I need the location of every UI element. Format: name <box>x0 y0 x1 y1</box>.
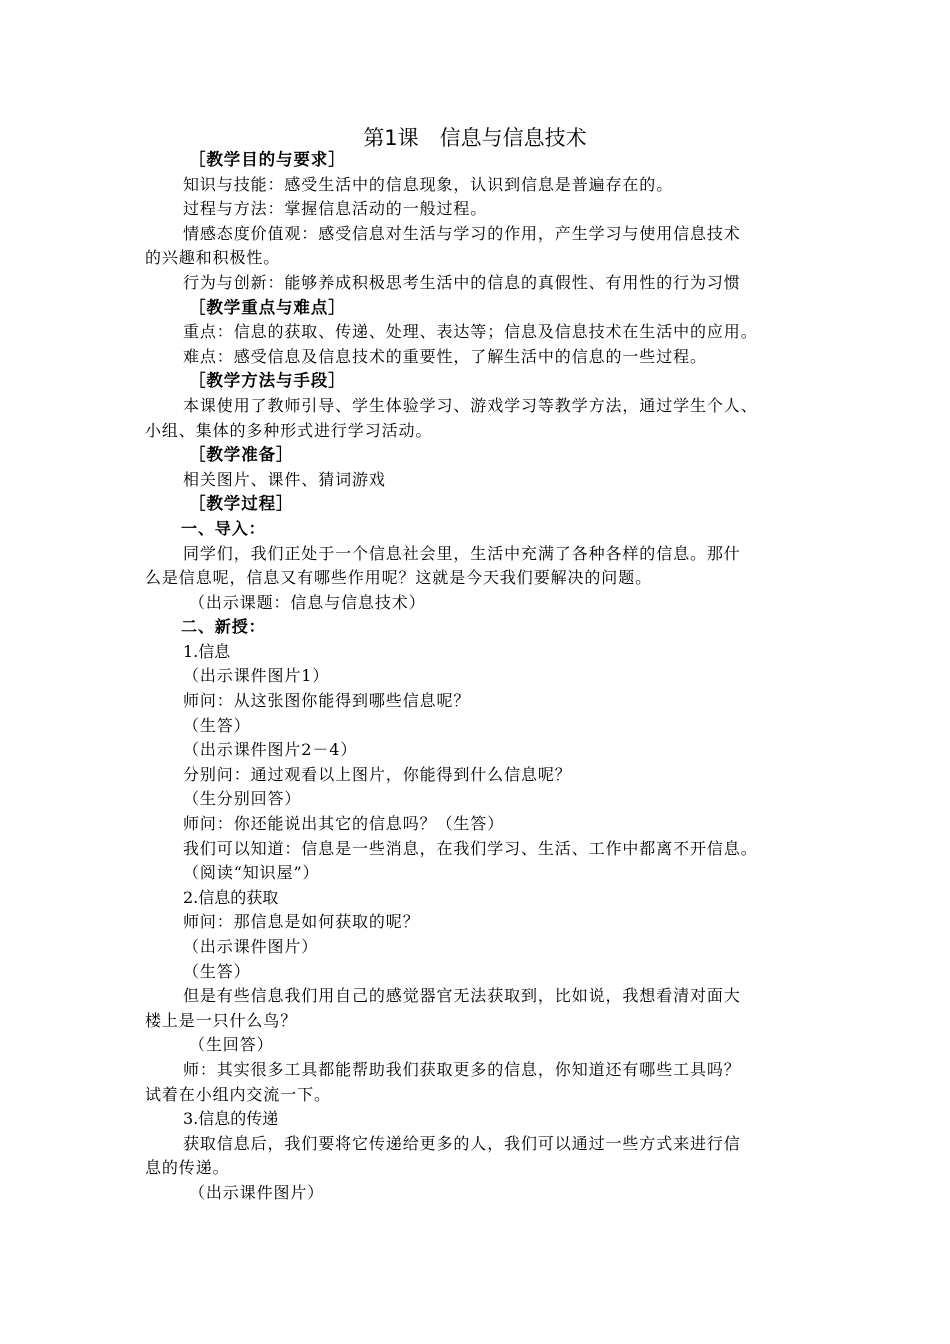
prep-heading: ［教学准备］ <box>189 445 294 465</box>
item1-line-8: 我们可以知道：信息是一些消息，在我们学习、生活、工作中都离不开信息。 <box>183 838 758 858</box>
item1-line-6: （生分别回答） <box>183 789 302 809</box>
goals-behavior: 行为与创新：能够养成积极思考生活中的信息的真假性、有用性的行为习惯 <box>183 272 741 292</box>
item1-line-3: （生答） <box>183 715 251 735</box>
intro-heading: 一、导入： <box>181 518 266 538</box>
item2-line-6a: 师：其实很多工具都能帮助我们获取更多的信息，你知道还有哪些工具吗？ <box>183 1059 741 1079</box>
document-body <box>145 148 807 1206</box>
item2-line-4a: 但是有些信息我们用自己的感觉器官无法获取到，比如说，我想看清对面大 <box>183 986 741 1006</box>
intro-show: （出示课题：信息与信息技术） <box>189 592 426 612</box>
process-heading: ［教学过程］ <box>189 494 294 514</box>
item2-line-2: （出示课件图片） <box>183 937 319 956</box>
item2-line-4b: 楼上是一只什么鸟？ <box>145 1010 298 1030</box>
item3-line-1a: 获取信息后，我们要将它传递给更多的人，我们可以通过一些方式来进行信 <box>183 1133 741 1153</box>
item1-line-4: （出示课件图片2－4） <box>183 740 358 760</box>
new-heading: 二、新授： <box>181 617 266 637</box>
item2-line-5: （生回答） <box>189 1035 274 1055</box>
item3-line-1b: 息的传递。 <box>145 1158 230 1178</box>
goals-emotion-line-1: 情感态度价值观：感受信息对生活与学习的作用，产生学习与使用信息技术 <box>183 223 741 243</box>
item2-line-1: 师问：那信息是如何获取的呢？ <box>183 912 420 932</box>
item2-line-3: （生答） <box>183 961 251 981</box>
item1-title: 1.信息 <box>183 641 231 661</box>
goals-emotion-line-2: 的兴趣和积极性。 <box>145 248 281 268</box>
focus-key: 重点：信息的获取、传递、处理、表达等；信息及信息技术在生活中的应用。 <box>183 322 758 342</box>
methods-heading: ［教学方法与手段］ <box>189 371 346 391</box>
item1-line-7: 师问：你还能说出其它的信息吗？（生答） <box>183 814 505 834</box>
goals-heading: ［教学目的与要求］ <box>189 150 346 169</box>
intro-line-1: 同学们，我们正处于一个信息社会里，生活中充满了各种各样的信息。那什 <box>183 543 741 563</box>
page-title: 第1课 信息与信息技术 <box>363 126 587 150</box>
focus-difficult: 难点：感受信息及信息技术的重要性，了解生活中的信息的一些过程。 <box>183 346 707 366</box>
methods-line-1: 本课使用了教师引导、学生体验学习、游戏学习等教学方法，通过学生个人、 <box>183 395 758 415</box>
prep-text: 相关图片、课件、猜词游戏 <box>183 469 386 489</box>
item2-title: 2.信息的获取 <box>183 887 279 907</box>
intro-line-2: 么是信息呢，信息又有哪些作用呢？这就是今天我们要解决的问题。 <box>145 568 653 588</box>
item2-line-6b: 试着在小组内交流一下。 <box>145 1084 331 1104</box>
goals-process: 过程与方法：掌握信息活动的一般过程。 <box>183 199 488 219</box>
focus-heading: ［教学重点与难点］ <box>189 297 346 317</box>
item1-line-9: （阅读“知识屋”） <box>183 863 320 883</box>
item3-title: 3.信息的传递 <box>183 1109 279 1129</box>
goals-knowledge: 知识与技能：感受生活中的信息现象，认识到信息是普遍存在的。 <box>183 174 674 194</box>
item1-line-1: （出示课件图片1） <box>183 666 330 686</box>
item1-line-2: 师问：从这张图你能得到哪些信息呢？ <box>183 691 471 711</box>
item3-line-2: （出示课件图片） <box>189 1182 325 1202</box>
item1-line-5: 分别问：通过观看以上图片，你能得到什么信息呢？ <box>183 764 572 784</box>
methods-line-2: 小组、集体的多种形式进行学习活动。 <box>145 420 433 440</box>
